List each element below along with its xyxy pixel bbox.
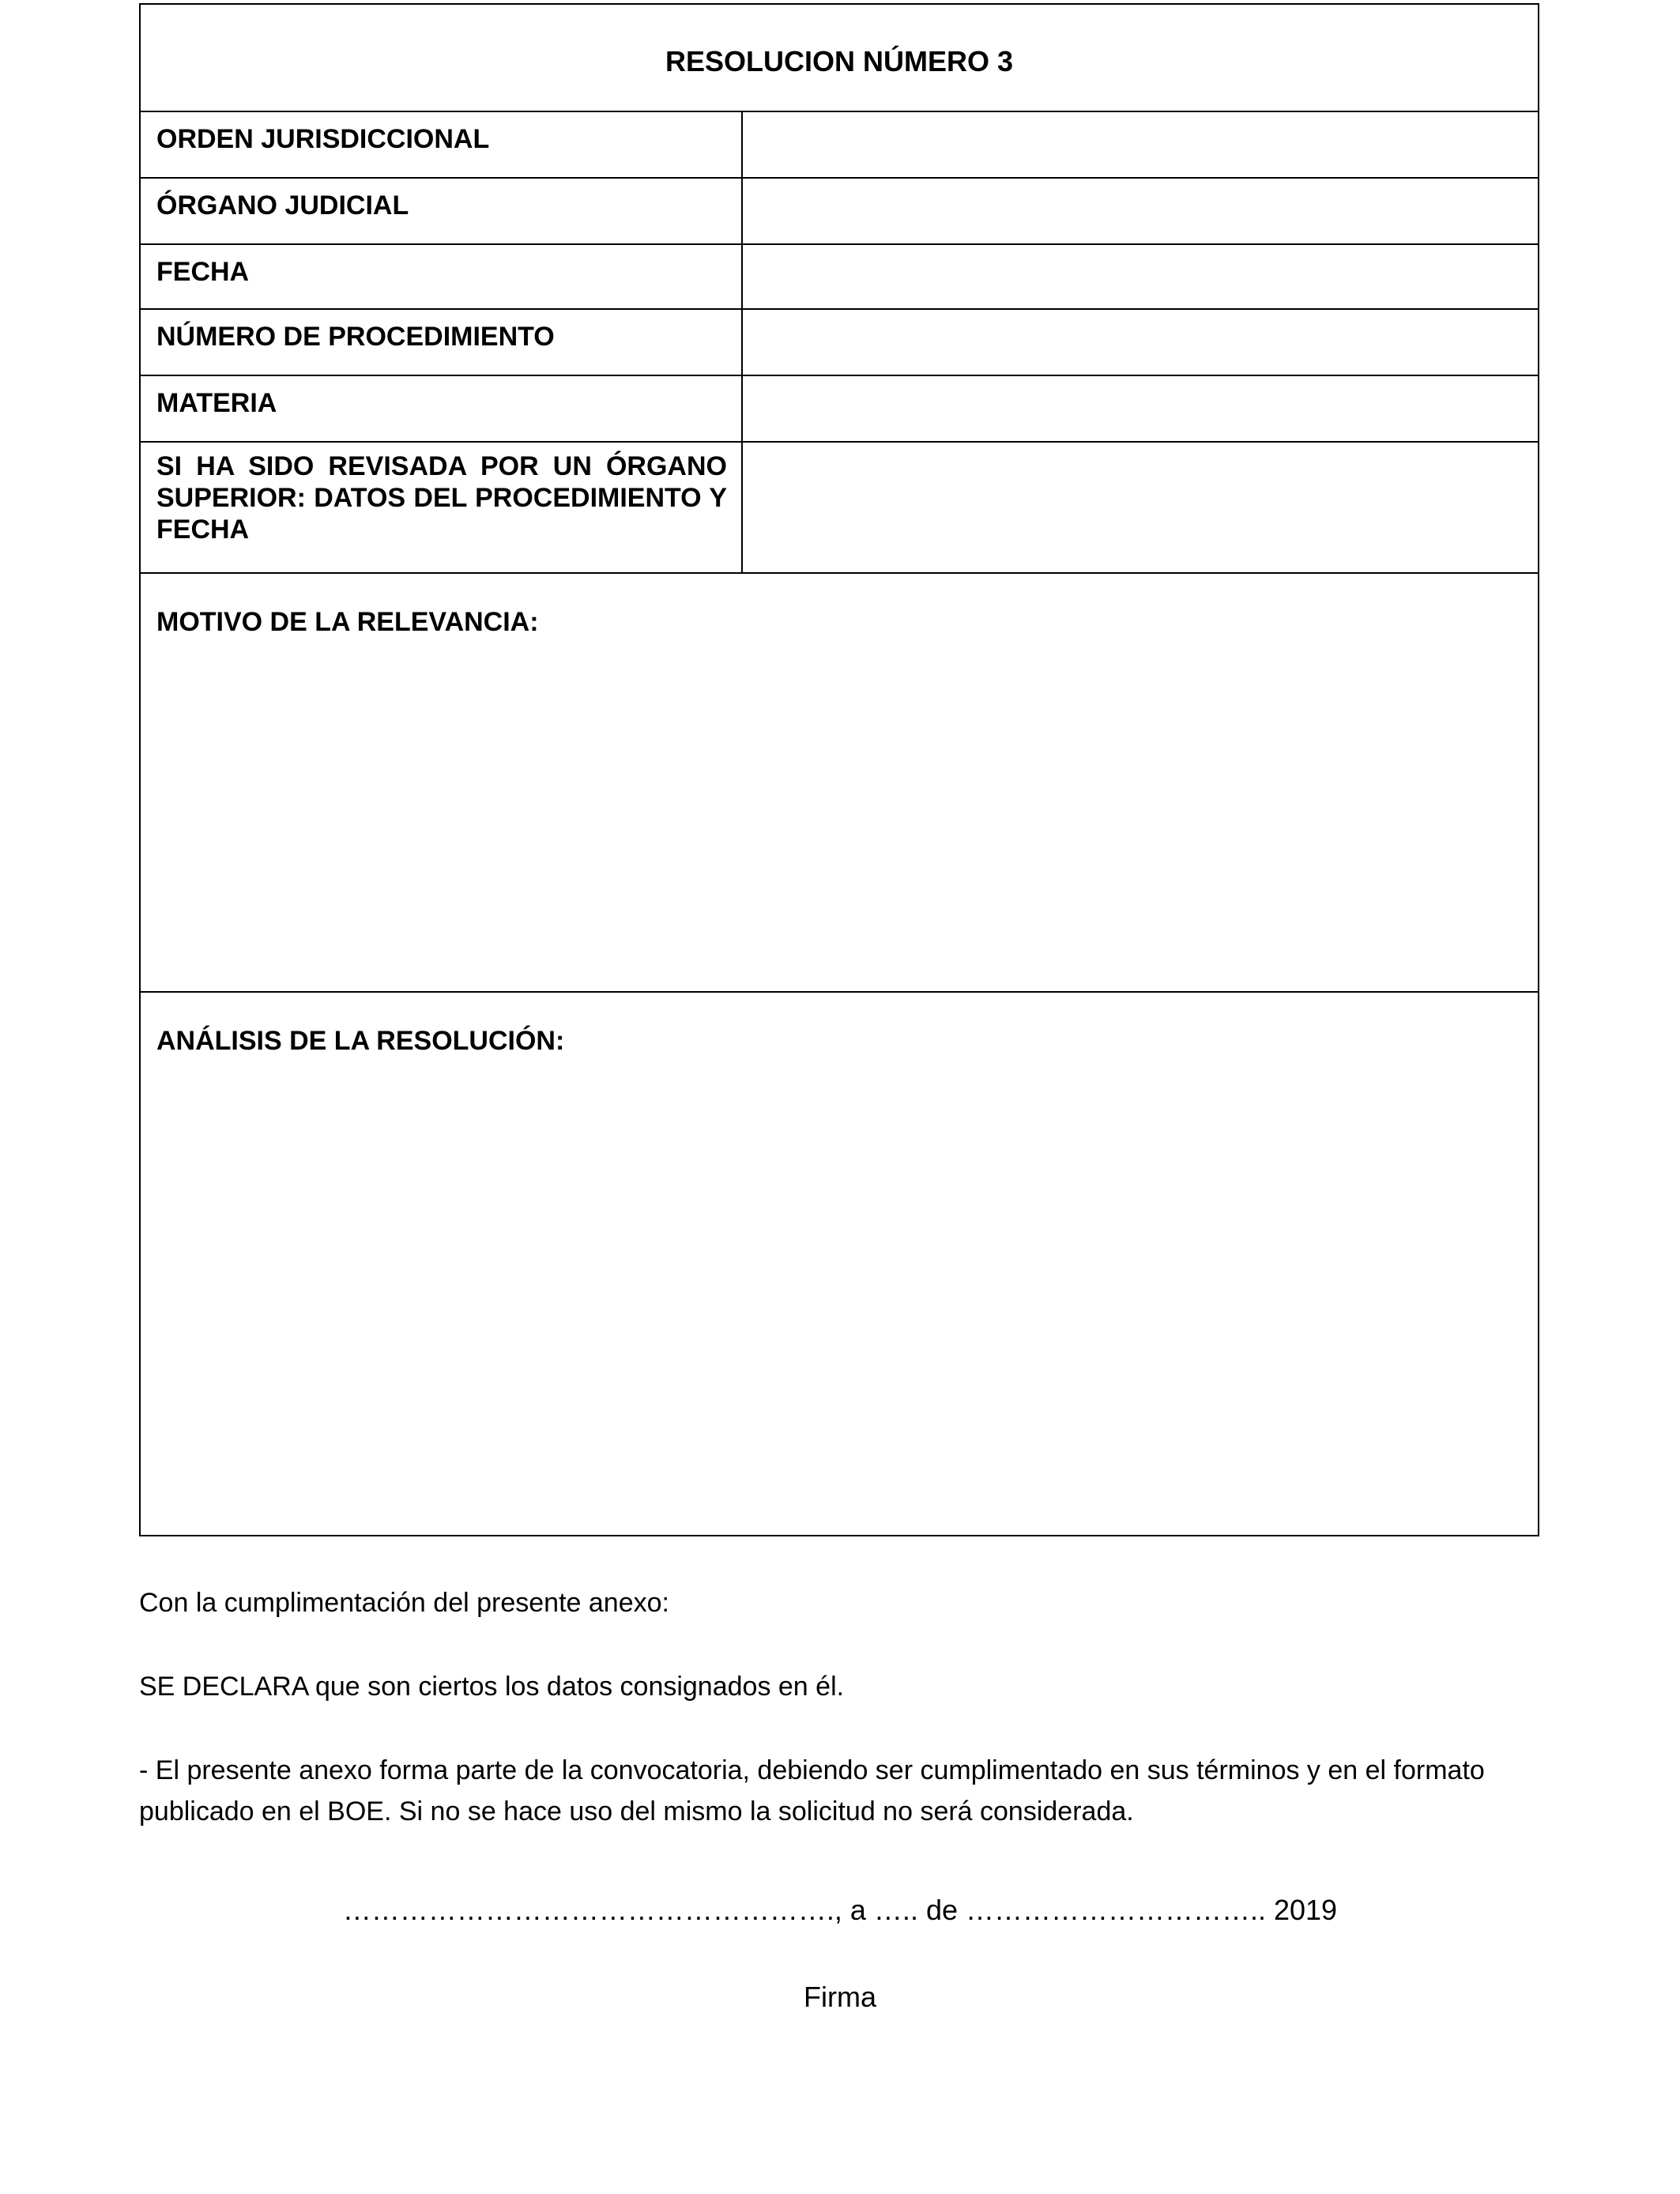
footer-declara: SE DECLARA que son ciertos los datos consignados en él. (139, 1672, 845, 1702)
footer-intro: Con la cumplimentación del presente anexo: (139, 1588, 669, 1618)
field-value-fecha[interactable] (743, 245, 1538, 308)
field-label-fecha: FECHA (141, 245, 743, 308)
motivo-label: MOTIVO DE LA RELEVANCIA: (156, 607, 539, 637)
field-row-materia (141, 376, 1538, 443)
analisis-section[interactable] (141, 993, 1538, 1535)
field-value-numero[interactable] (743, 310, 1538, 375)
field-value-organo[interactable] (743, 179, 1538, 243)
field-row-orden (141, 112, 1538, 179)
signature-label: Firma (804, 1981, 876, 2013)
field-row-organo (141, 179, 1538, 245)
place-date-line: ……………………………………………., a ….. de ………………………….. 2019 (342, 1894, 1338, 1926)
field-row-revisada (141, 443, 1538, 574)
footer-note: - El presente anexo forma parte de la convocatoria, debiendo ser cumplimentado en sus términos y en el formato publicado en el BOE. Si no se hace uso del mismo la solicitud no será considerada. (139, 1755, 1485, 1826)
field-label-numero: NÚMERO DE PROCEDIMIENTO (141, 310, 743, 375)
field-label-organo: ÓRGANO JUDICIAL (141, 179, 743, 243)
field-label-materia: MATERIA (141, 376, 743, 441)
analisis-label: ANÁLISIS DE LA RESOLUCIÓN: (156, 1026, 565, 1056)
field-row-numero (141, 310, 1538, 376)
field-row-fecha (141, 245, 1538, 310)
field-label-revisada: SI HA SIDO REVISADA POR UN ÓRGANO SUPERIOR: DATOS DEL PROCEDIMIENTO Y FECHA (141, 443, 743, 572)
form-title: RESOLUCION NÚMERO 3 (141, 5, 1538, 112)
field-value-orden[interactable] (743, 112, 1538, 177)
field-label-orden: ORDEN JURISDICCIONAL (141, 112, 743, 177)
resolution-form (139, 3, 1539, 1536)
motivo-section[interactable] (141, 574, 1538, 993)
field-value-materia[interactable] (743, 376, 1538, 441)
field-value-revisada[interactable] (743, 443, 1538, 572)
